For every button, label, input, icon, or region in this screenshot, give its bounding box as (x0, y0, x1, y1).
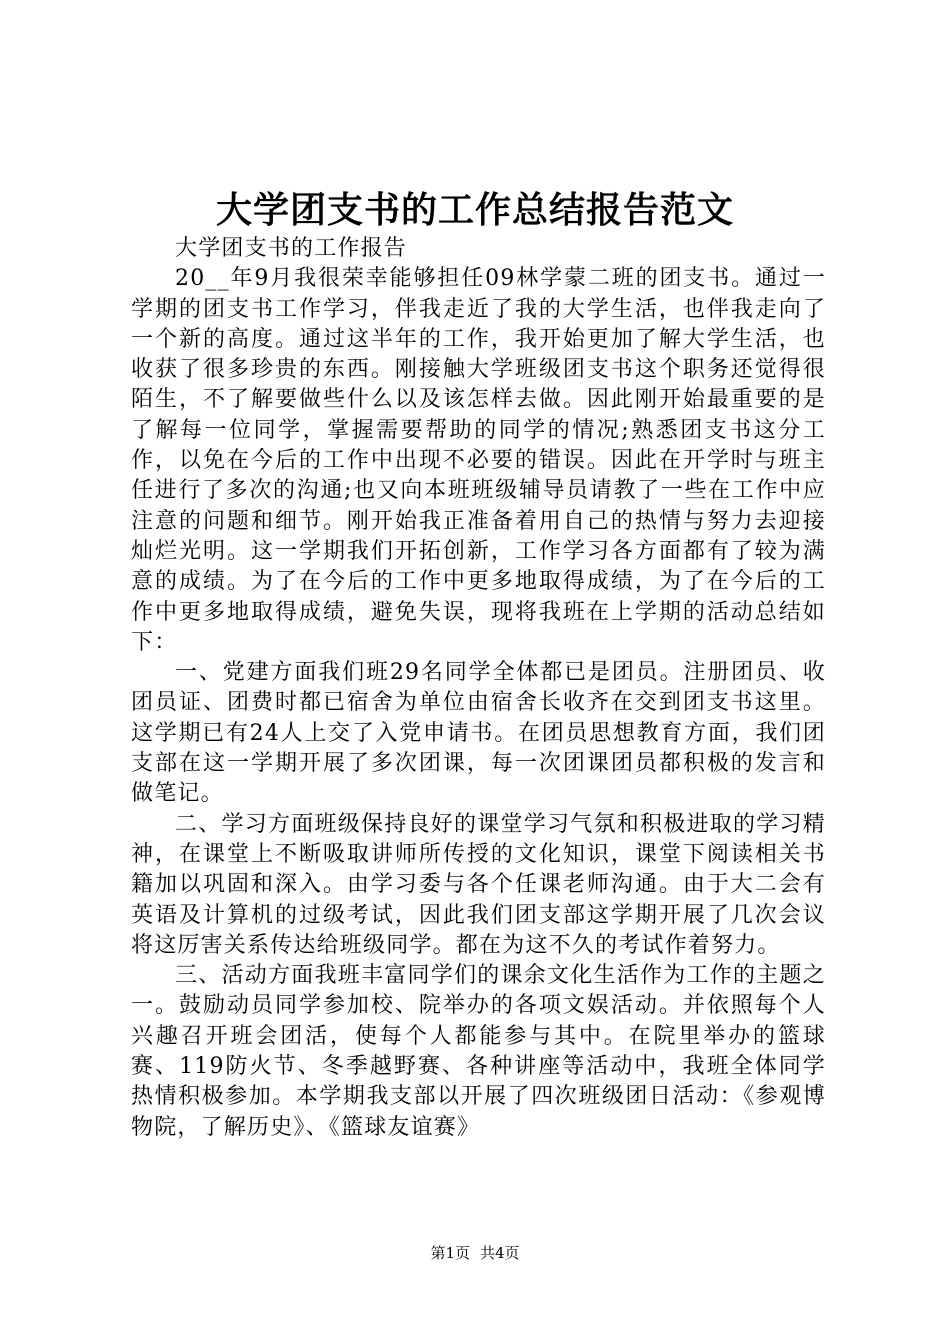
page-total: 共4页 (480, 1244, 520, 1262)
activities-paragraph: 三、活动方面我班丰富同学们的课余文化生活作为工作的主题之一。鼓励动员同学参加校、院举办的各项文娱活动。并依照每个人兴趣召开班会团活，使每个人都能参与其中。在院里举办的篮球赛、119防火节、冬季越野赛、各种讲座等活动中，我班全体同学热情积极参加。本学期我支部以开展了四次班级团日活动：《参观博物院，了解历史》、《篮球友谊赛》 (131, 963, 826, 1140)
document-body (131, 234, 826, 1143)
intro-paragraph: 20__年9月我很荣幸能够担任09林学蒙二班的团支书。通过一学期的团支书工作学习，伴我走近了我的大学生活，也伴我走向了一个新的高度。通过这半年的工作，我开始更加了解大学生活，也收获了很多珍贵的东西。刚接触大学班级团支书这个职务还觉得很陌生，不了解要做些什么以及该怎样去做。因此刚开始最重要的是了解每一位同学，掌握需要帮助的同学的情况;熟悉团支书这分工作，以免在今后的工作中出现不必要的错误。因此在开学时与班主任进行了多次的沟通;也又向本班班级辅导员请教了一些在工作中应注意的问题和细节。刚开始我正准备着用自己的热情与努力去迎接灿烂光明。这一学期我们开拓创新，工作学习各方面都有了较为满意的成绩。为了在今后的工作中更多地取得成绩，为了在今后的工作中更多地取得成绩，避免失误，现将我班在上学期的活动总结如下： (131, 266, 826, 655)
page-number: 第1页 (430, 1244, 470, 1262)
study-paragraph: 二、学习方面班级保持良好的课堂学习气氛和积极进取的学习精神，在课堂上不断吸取讲师所传授的文化知识，课堂下阅读相关书籍加以巩固和深入。由学习委与各个任课老师沟通。由于大二会有英语及计算机的过级考试，因此我们团支部这学期开展了几次会议将这厉害关系传达给班级同学。都在为这不久的考试作着努力。 (131, 811, 826, 958)
document-title: 大学团支书的工作总结报告范文 (215, 189, 734, 231)
page-footer (0, 1243, 950, 1263)
subtitle-paragraph: 大学团支书的工作报告 (175, 236, 408, 261)
party-building-paragraph: 一、党建方面我们班29名同学全体都已是团员。注册团员、收团员证、团费时都已宿舍为单位由宿舍长收齐在交到团支书这里。这学期已有24人上交了入党申请书。在团员思想教育方面，我们团支部在这一学期开展了多次团课，每一次团课团员都积极的发言和做笔记。 (131, 660, 826, 807)
